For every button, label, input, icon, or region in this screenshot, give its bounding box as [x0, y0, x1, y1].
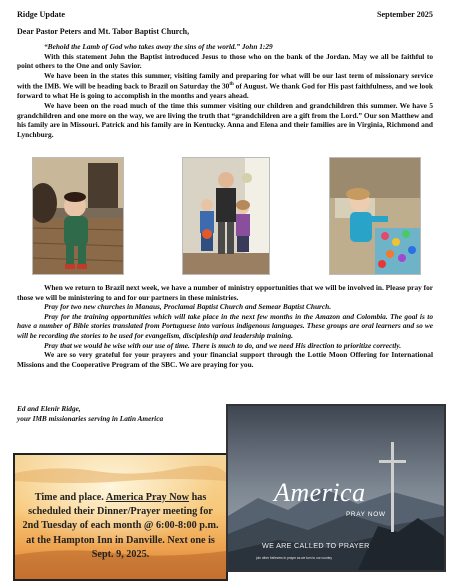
paragraph-intro-3: We have been on the road much of the time this summer visiting our children and grandchildren this summer. We have 5 grandchildren and one more on the way, we are living the truth that “grandchildren are a gift from the Lord.” Our son Matthew and his family are in Missouri. Patrick and his family are in Kentucky. Anna and Elena and their families are in Virginia, Richmond and Lynchburg.: [17, 101, 433, 139]
photo-grandchild-baby: [32, 157, 124, 275]
prayer-request-churches: Pray for two new churches in Manaus, Proclamai Baptist Church and Semear Baptist Church.: [44, 302, 332, 312]
signature-names: Ed and Elenir Ridge,: [17, 404, 81, 413]
paragraph-return-brazil: When we return to Brazil next week, we have a number of ministry opportunities that we will be involved in. Please pray for those we will be ministering to and for our partners in these ministries.: [17, 283, 433, 302]
card-title: America: [274, 478, 366, 507]
newsletter-date: September 2025: [376, 10, 433, 19]
bible-verse: “Behold the Lamb of God who takes away the sins of the world.” John 1:29: [44, 42, 273, 51]
event-text-part1: Time and place.: [34, 492, 106, 503]
intro-section: [17, 42, 433, 139]
event-text-part3: has scheduled their Dinner/Prayer meeting for 2nd Tuesday of each month @ 6:00-8:00 p.m. at the Hampton Inn in Danville. Next one is Sept. 9, 2025.: [22, 492, 219, 560]
america-pray-now-link[interactable]: America Pray Now: [105, 492, 190, 503]
event-announcement: [13, 453, 228, 581]
event-description: [19, 491, 222, 562]
prayer-requests-section: [17, 283, 433, 369]
salutation: Dear Pastor Peters and Mt. Tabor Baptist Church,: [17, 27, 190, 36]
paragraph-gratitude: We are so very grateful for your prayers and your financial support through the Lottie Moon Offering for International Missions and the Cooperative Program of the SBC. We are praying for you.: [17, 350, 433, 369]
card-subtitle: PRAY NOW: [346, 511, 386, 518]
paragraph-intro-2: [17, 71, 433, 101]
signature: [17, 404, 163, 424]
card-tagline: WE ARE CALLED TO PRAYER: [262, 541, 370, 550]
signature-role: your IMB missionaries serving in Latin America: [17, 414, 164, 423]
prayer-request-training: Pray for the training opportunities which will take place in the next few months in the Amazon and Colombia. The goal is to have a number of Bible stories translated from Portuguese into various indigenous languages. These groups are oral learners and so we will be recording the stories to be used for evangelism, discipleship and leadership training.: [17, 311, 433, 340]
photo-grandchildren-group: [182, 157, 270, 275]
date-suffix: th: [229, 82, 234, 88]
america-pray-now-card: [226, 404, 446, 572]
paragraph-intro-2-text: We have been in the states this summer, visiting family and preparing for what will be our last term of missionary service with the IMB. We will be heading back to Brazil on Saturday the 30: [17, 70, 433, 91]
prayer-request-time: Pray that we would be wise with our use of time. There is much to do, and we need His direction to prioritize correctly.: [44, 340, 402, 350]
photo-grandchild-playing: [329, 157, 421, 275]
newsletter-title: Ridge Update: [17, 10, 65, 19]
paragraph-intro-1: With this statement John the Baptist introduced Jesus to those who on the bank of the Jordan. May we all be faithful to point others to the One and only Savior.: [17, 51, 433, 71]
paragraph-intro-2-rest: of August. We thank God for His past faithfulness, and we look forward to what He is going to accomplish in the months and years ahead.: [17, 81, 433, 101]
card-fine-print: join other believers in prayer as we turn to our country: [256, 556, 333, 560]
